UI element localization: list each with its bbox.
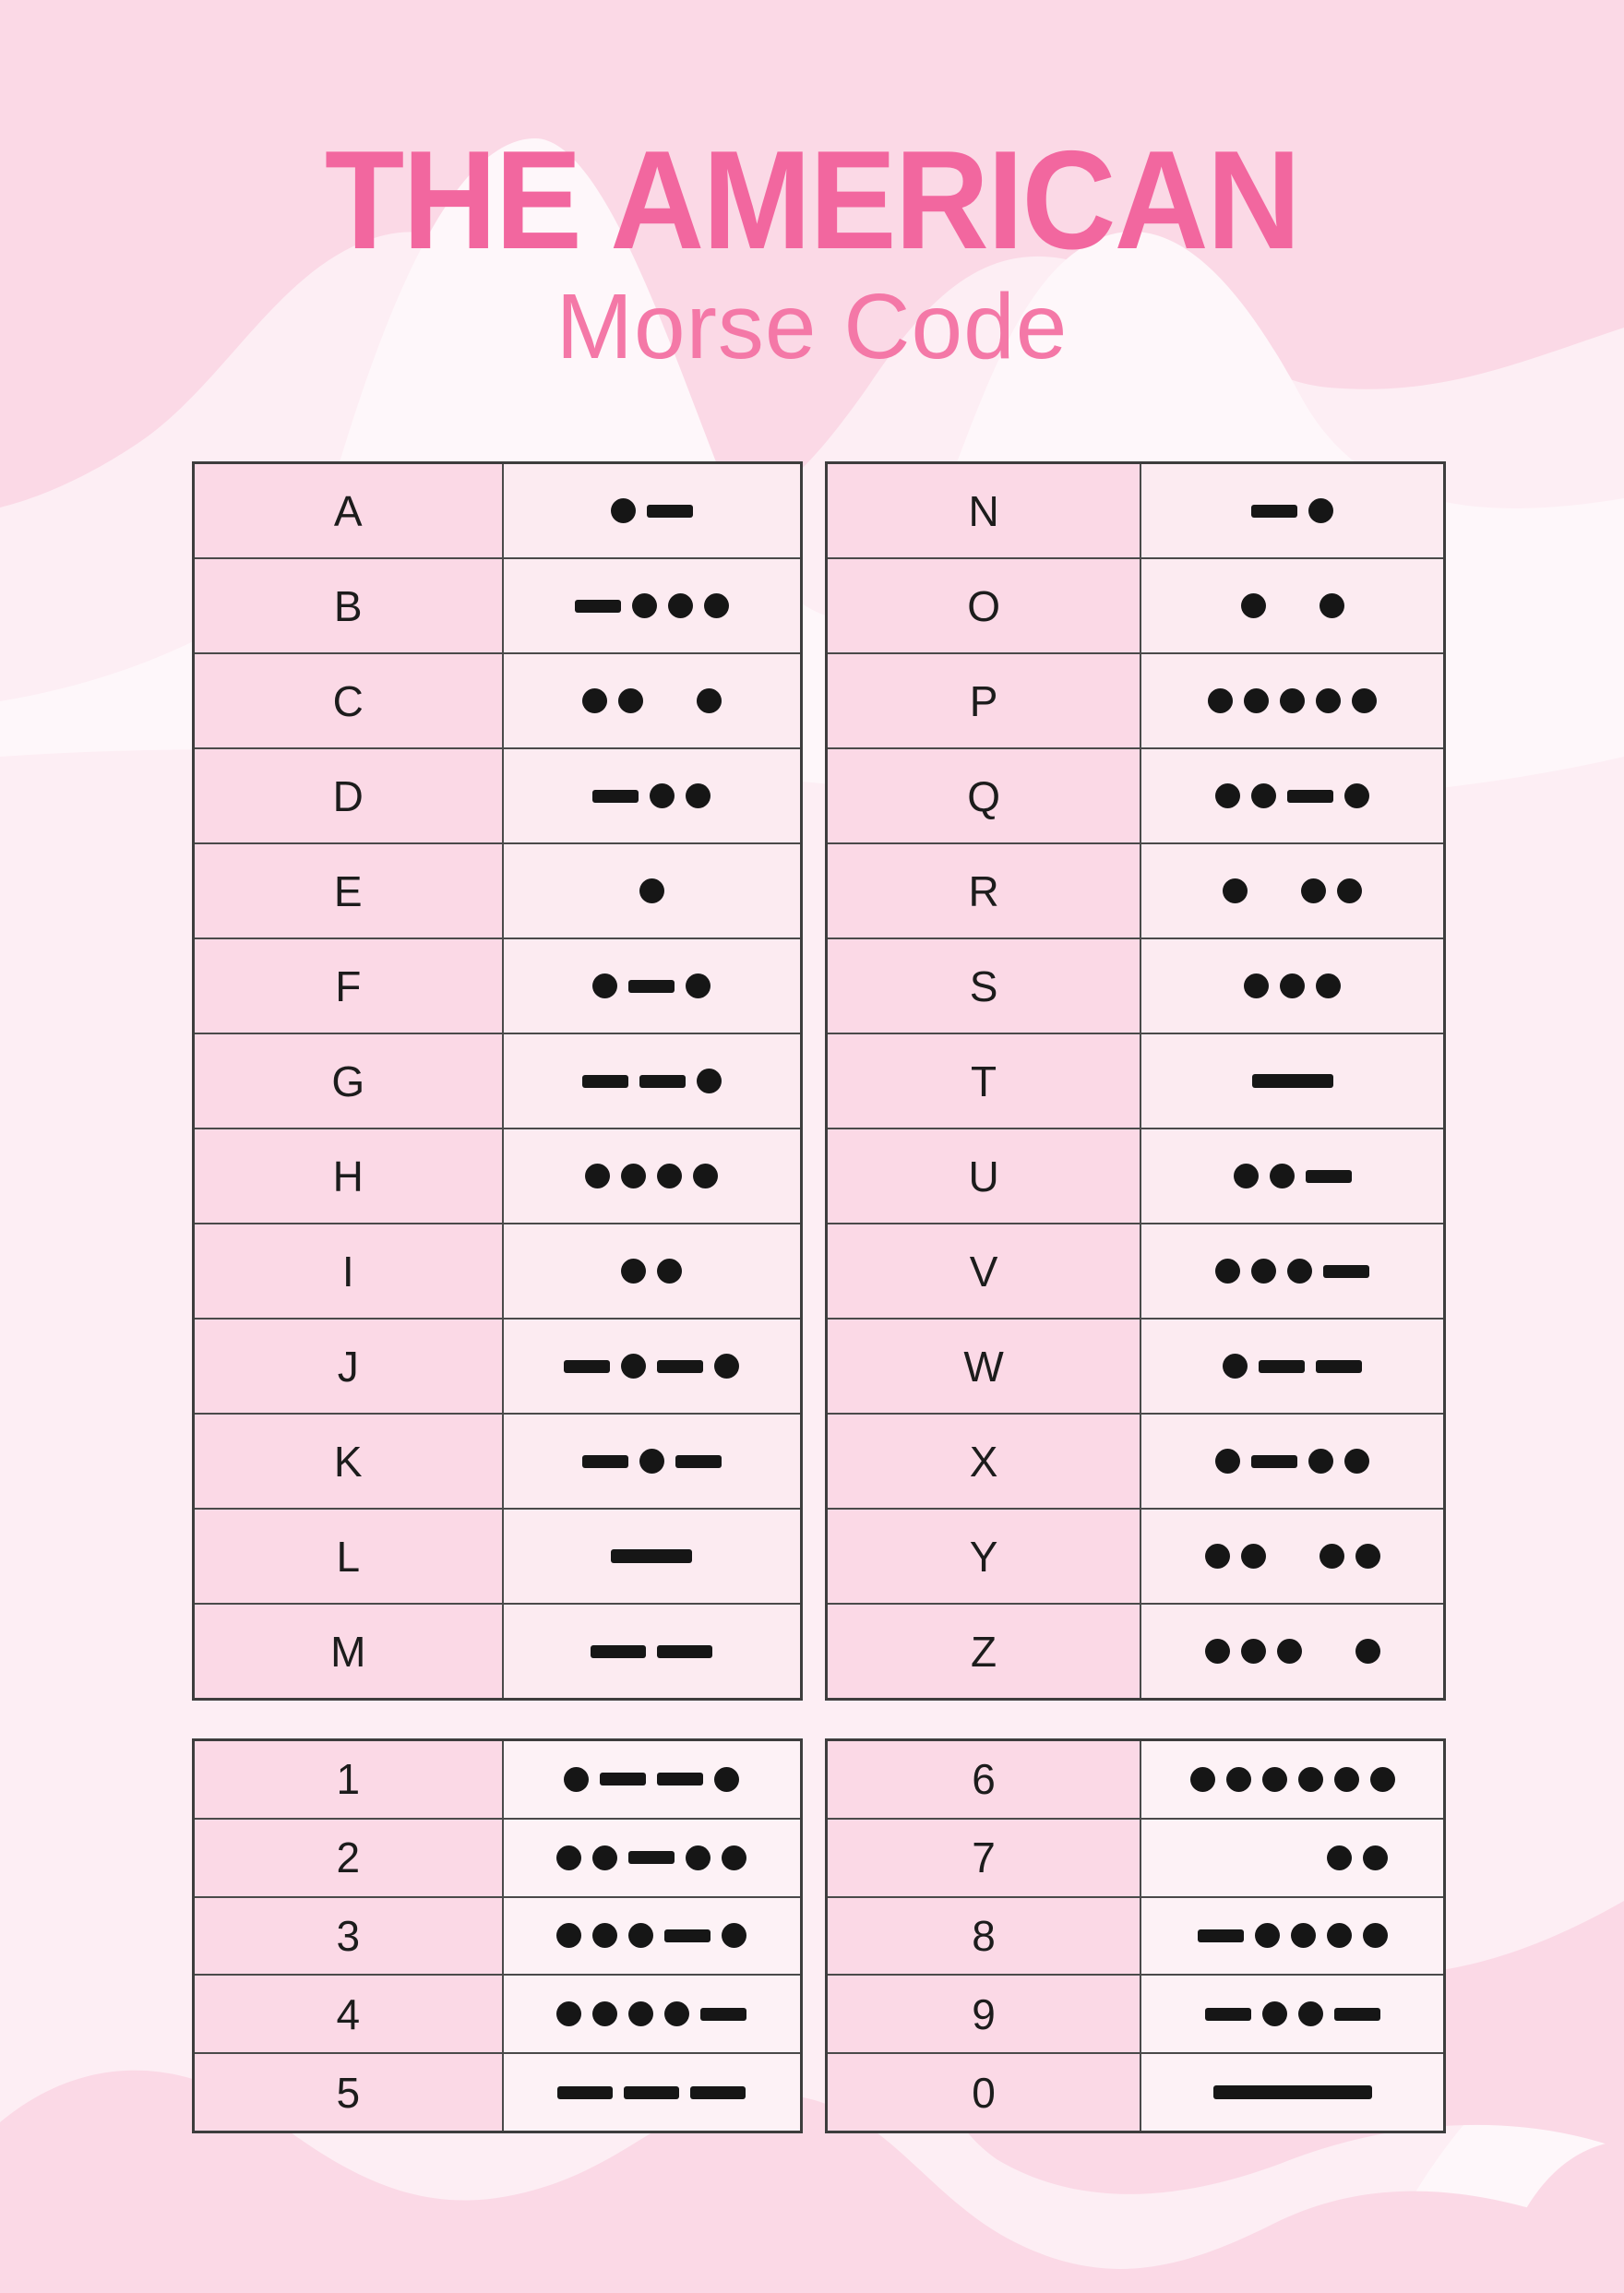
dot-symbol bbox=[1320, 1544, 1344, 1569]
dot-symbol bbox=[1344, 783, 1369, 808]
morse-code-cell bbox=[504, 1820, 800, 1896]
morse-code-cell bbox=[504, 1320, 800, 1413]
morse-code-cell bbox=[1141, 939, 1443, 1033]
morse-symbols bbox=[585, 1164, 718, 1188]
dot-symbol bbox=[1241, 1639, 1266, 1664]
dot-symbol bbox=[592, 973, 617, 998]
table-row bbox=[195, 1318, 800, 1413]
character-label: W bbox=[828, 1320, 1141, 1413]
table-row bbox=[828, 1974, 1443, 2052]
table-row bbox=[195, 1974, 800, 2052]
character-label: B bbox=[195, 559, 504, 652]
morse-symbols bbox=[556, 1845, 746, 1870]
character-label: 6 bbox=[828, 1741, 1141, 1818]
dot-symbol bbox=[1316, 688, 1341, 713]
dot-symbol bbox=[1280, 973, 1305, 998]
dash-symbol bbox=[582, 1075, 628, 1088]
morse-table-letters-a-m bbox=[192, 461, 803, 1701]
dot-symbol bbox=[686, 783, 710, 808]
morse-code-cell bbox=[1141, 1898, 1443, 1975]
character-label: I bbox=[195, 1224, 504, 1318]
table-row bbox=[195, 1818, 800, 1896]
dash-symbol bbox=[628, 1851, 675, 1864]
character-label: L bbox=[195, 1510, 504, 1603]
dash-symbol bbox=[1334, 2008, 1380, 2021]
letter-space-gap bbox=[1277, 1556, 1308, 1558]
table-row bbox=[195, 1128, 800, 1223]
table-row bbox=[828, 1128, 1443, 1223]
table-row bbox=[195, 1603, 800, 1698]
morse-code-cell bbox=[1141, 1415, 1443, 1508]
dot-symbol bbox=[1205, 1639, 1230, 1664]
dot-symbol bbox=[592, 1845, 617, 1870]
morse-code-cell bbox=[1141, 559, 1443, 652]
dot-symbol bbox=[1223, 1354, 1248, 1379]
dot-symbol bbox=[686, 1845, 710, 1870]
character-label: F bbox=[195, 939, 504, 1033]
morse-code-cell bbox=[1141, 1034, 1443, 1128]
dot-symbol bbox=[1262, 1767, 1287, 1792]
dot-symbol bbox=[1262, 2001, 1287, 2026]
morse-symbols bbox=[1208, 688, 1377, 713]
character-label: 4 bbox=[195, 1976, 504, 2052]
character-label: Y bbox=[828, 1510, 1141, 1603]
dot-symbol bbox=[697, 688, 722, 713]
table-row bbox=[195, 1413, 800, 1508]
morse-symbols bbox=[1215, 783, 1369, 808]
morse-code-cell bbox=[504, 939, 800, 1033]
page-title: THE AMERICAN bbox=[324, 122, 1300, 279]
morse-symbols bbox=[1244, 973, 1341, 998]
morse-symbols bbox=[592, 783, 710, 808]
dash-symbol bbox=[564, 1360, 610, 1373]
morse-symbols bbox=[591, 1645, 712, 1658]
morse-code-cell bbox=[504, 1415, 800, 1508]
table-row bbox=[195, 652, 800, 747]
dot-symbol bbox=[582, 688, 607, 713]
dash-symbol bbox=[639, 1075, 686, 1088]
morse-symbols bbox=[582, 1449, 722, 1474]
character-label: U bbox=[828, 1129, 1141, 1223]
character-label: 1 bbox=[195, 1741, 504, 1818]
dash-symbol bbox=[582, 1455, 628, 1468]
dash-symbol bbox=[1252, 1074, 1333, 1088]
dot-symbol bbox=[1370, 1767, 1395, 1792]
morse-symbols bbox=[1205, 1639, 1380, 1664]
morse-code-cell bbox=[504, 1510, 800, 1603]
character-label: 8 bbox=[828, 1898, 1141, 1975]
morse-code-cell bbox=[1141, 654, 1443, 747]
dot-symbol bbox=[1251, 783, 1276, 808]
dot-symbol bbox=[1280, 688, 1305, 713]
character-label: X bbox=[828, 1415, 1141, 1508]
dot-symbol bbox=[1255, 1923, 1280, 1948]
table-row bbox=[828, 1818, 1443, 1896]
morse-symbols bbox=[1327, 1845, 1388, 1870]
character-label: G bbox=[195, 1034, 504, 1128]
dot-symbol bbox=[1241, 1544, 1266, 1569]
page-subtitle: Morse Code bbox=[555, 274, 1069, 378]
table-row bbox=[828, 1413, 1443, 1508]
morse-symbols bbox=[1213, 2085, 1372, 2099]
character-label: E bbox=[195, 844, 504, 938]
table-row bbox=[195, 842, 800, 938]
character-label: 5 bbox=[195, 2054, 504, 2131]
dash-symbol bbox=[1205, 2008, 1251, 2021]
table-row bbox=[195, 557, 800, 652]
dot-symbol bbox=[1352, 688, 1377, 713]
dot-symbol bbox=[628, 1923, 653, 1948]
table-row bbox=[828, 2052, 1443, 2131]
morse-code-cell bbox=[1141, 1320, 1443, 1413]
dot-symbol bbox=[1215, 1449, 1240, 1474]
dot-symbol bbox=[668, 593, 693, 618]
morse-symbols bbox=[592, 973, 710, 998]
dash-symbol bbox=[1316, 1360, 1362, 1373]
dot-symbol bbox=[657, 1164, 682, 1188]
dot-symbol bbox=[1244, 688, 1269, 713]
dot-symbol bbox=[1301, 878, 1326, 903]
dash-symbol bbox=[657, 1360, 703, 1373]
table-row bbox=[828, 1603, 1443, 1698]
dot-symbol bbox=[556, 2001, 581, 2026]
morse-code-cell bbox=[1141, 749, 1443, 842]
dot-symbol bbox=[1208, 688, 1233, 713]
morse-symbols bbox=[1215, 1259, 1369, 1284]
dot-symbol bbox=[714, 1767, 739, 1792]
morse-code-cell bbox=[504, 1741, 800, 1818]
dash-symbol bbox=[557, 2086, 613, 2099]
morse-table-numbers-1-5 bbox=[192, 1738, 803, 2133]
morse-symbols bbox=[557, 2086, 746, 2099]
dot-symbol bbox=[1344, 1449, 1369, 1474]
dot-symbol bbox=[1251, 1259, 1276, 1284]
dash-symbol bbox=[600, 1773, 646, 1785]
dot-symbol bbox=[1327, 1845, 1352, 1870]
dot-symbol bbox=[1226, 1767, 1251, 1792]
dot-symbol bbox=[632, 593, 657, 618]
table-row bbox=[828, 464, 1443, 557]
dot-symbol bbox=[1215, 783, 1240, 808]
dash-symbol bbox=[628, 980, 675, 993]
dot-symbol bbox=[1363, 1923, 1388, 1948]
dot-symbol bbox=[621, 1164, 646, 1188]
dot-symbol bbox=[1327, 1923, 1352, 1948]
letter-space-gap bbox=[1313, 1651, 1344, 1653]
dot-symbol bbox=[697, 1069, 722, 1093]
dot-symbol bbox=[1308, 498, 1333, 523]
dash-symbol bbox=[1287, 790, 1333, 803]
morse-code-cell bbox=[504, 1224, 800, 1318]
dash-symbol bbox=[657, 1645, 712, 1658]
morse-code-cell bbox=[504, 559, 800, 652]
dash-symbol bbox=[1323, 1265, 1369, 1278]
dash-symbol bbox=[675, 1455, 722, 1468]
morse-code-cell bbox=[504, 1034, 800, 1128]
character-label: H bbox=[195, 1129, 504, 1223]
dash-symbol bbox=[1213, 2085, 1372, 2099]
dot-symbol bbox=[639, 878, 664, 903]
character-label: N bbox=[828, 464, 1141, 557]
dash-symbol bbox=[1259, 1360, 1305, 1373]
dash-symbol bbox=[611, 1549, 692, 1563]
table-row bbox=[195, 1741, 800, 1818]
dot-symbol bbox=[1298, 2001, 1323, 2026]
table-row bbox=[828, 557, 1443, 652]
character-label: T bbox=[828, 1034, 1141, 1128]
morse-symbols bbox=[611, 1549, 692, 1563]
dot-symbol bbox=[621, 1259, 646, 1284]
morse-table-letters-n-z bbox=[825, 461, 1446, 1701]
morse-symbols bbox=[1205, 2001, 1380, 2026]
character-label: Q bbox=[828, 749, 1141, 842]
character-label: 9 bbox=[828, 1976, 1141, 2052]
dot-symbol bbox=[1190, 1767, 1215, 1792]
character-label: J bbox=[195, 1320, 504, 1413]
morse-code-cell bbox=[504, 1129, 800, 1223]
morse-symbols bbox=[611, 498, 693, 523]
dash-symbol bbox=[647, 505, 693, 518]
morse-symbols bbox=[582, 1069, 722, 1093]
morse-symbols bbox=[1215, 1449, 1369, 1474]
morse-symbols bbox=[564, 1767, 739, 1792]
morse-code-cell bbox=[504, 464, 800, 557]
dot-symbol bbox=[664, 2001, 689, 2026]
table-row bbox=[828, 842, 1443, 938]
table-row bbox=[828, 1033, 1443, 1128]
dot-symbol bbox=[1244, 973, 1269, 998]
character-label: 0 bbox=[828, 2054, 1141, 2131]
table-row bbox=[195, 1896, 800, 1975]
dot-symbol bbox=[1308, 1449, 1333, 1474]
dot-symbol bbox=[1277, 1639, 1302, 1664]
dot-symbol bbox=[1223, 878, 1248, 903]
table-row bbox=[828, 1508, 1443, 1603]
morse-symbols bbox=[556, 2001, 746, 2026]
morse-symbols bbox=[1234, 1164, 1352, 1188]
dot-symbol bbox=[556, 1923, 581, 1948]
dot-symbol bbox=[611, 498, 636, 523]
morse-code-cell bbox=[504, 1898, 800, 1975]
dash-symbol bbox=[592, 790, 639, 803]
letter-space-gap bbox=[1259, 890, 1290, 892]
dot-symbol bbox=[585, 1164, 610, 1188]
dash-symbol bbox=[664, 1929, 710, 1942]
morse-symbols bbox=[1252, 1074, 1333, 1088]
dash-symbol bbox=[1251, 505, 1297, 518]
table-row bbox=[195, 938, 800, 1033]
morse-code-cell bbox=[504, 654, 800, 747]
dot-symbol bbox=[722, 1845, 746, 1870]
morse-symbols bbox=[1223, 1354, 1362, 1379]
morse-code-cell bbox=[1141, 1510, 1443, 1603]
dash-symbol bbox=[690, 2086, 746, 2099]
morse-symbols bbox=[582, 688, 722, 713]
dot-symbol bbox=[704, 593, 729, 618]
character-label: 3 bbox=[195, 1898, 504, 1975]
morse-symbols bbox=[639, 878, 664, 903]
dash-symbol bbox=[575, 600, 621, 613]
character-label: R bbox=[828, 844, 1141, 938]
morse-symbols bbox=[621, 1259, 682, 1284]
morse-symbols bbox=[1198, 1923, 1388, 1948]
table-row bbox=[828, 747, 1443, 842]
dot-symbol bbox=[657, 1259, 682, 1284]
dot-symbol bbox=[618, 688, 643, 713]
character-label: D bbox=[195, 749, 504, 842]
morse-code-cell bbox=[1141, 1129, 1443, 1223]
morse-code-cell bbox=[504, 1605, 800, 1698]
letter-space-gap bbox=[1277, 605, 1308, 607]
table-row bbox=[195, 1033, 800, 1128]
morse-code-cell bbox=[504, 844, 800, 938]
dot-symbol bbox=[564, 1767, 589, 1792]
table-row bbox=[195, 464, 800, 557]
character-label: C bbox=[195, 654, 504, 747]
morse-symbols bbox=[1223, 878, 1362, 903]
morse-code-cell bbox=[1141, 1605, 1443, 1698]
dash-symbol bbox=[624, 2086, 679, 2099]
dot-symbol bbox=[1355, 1639, 1380, 1664]
morse-symbols bbox=[564, 1354, 739, 1379]
dot-symbol bbox=[621, 1354, 646, 1379]
letter-space-gap bbox=[654, 700, 686, 702]
dot-symbol bbox=[592, 2001, 617, 2026]
morse-code-cell bbox=[504, 749, 800, 842]
character-label: P bbox=[828, 654, 1141, 747]
morse-table-numbers-6-0 bbox=[825, 1738, 1446, 2133]
dot-symbol bbox=[1287, 1259, 1312, 1284]
morse-symbols bbox=[1251, 498, 1333, 523]
morse-symbols bbox=[575, 593, 729, 618]
table-row bbox=[828, 1318, 1443, 1413]
character-label: 2 bbox=[195, 1820, 504, 1896]
dash-symbol bbox=[1306, 1170, 1352, 1183]
dash-symbol bbox=[657, 1773, 703, 1785]
table-row bbox=[195, 1223, 800, 1318]
dot-symbol bbox=[650, 783, 675, 808]
table-row bbox=[828, 652, 1443, 747]
morse-code-cell bbox=[1141, 844, 1443, 938]
character-label: A bbox=[195, 464, 504, 557]
dot-symbol bbox=[1270, 1164, 1295, 1188]
dot-symbol bbox=[686, 973, 710, 998]
morse-symbols bbox=[1190, 1767, 1395, 1792]
dot-symbol bbox=[639, 1449, 664, 1474]
dot-symbol bbox=[714, 1354, 739, 1379]
dot-symbol bbox=[722, 1923, 746, 1948]
table-row bbox=[828, 938, 1443, 1033]
character-label: V bbox=[828, 1224, 1141, 1318]
dot-symbol bbox=[1234, 1164, 1259, 1188]
table-row bbox=[195, 2052, 800, 2131]
table-row bbox=[195, 747, 800, 842]
table-row bbox=[195, 1508, 800, 1603]
morse-code-cell bbox=[504, 2054, 800, 2131]
dot-symbol bbox=[556, 1845, 581, 1870]
dot-symbol bbox=[1205, 1544, 1230, 1569]
table-row bbox=[828, 1741, 1443, 1818]
morse-code-cell bbox=[1141, 1976, 1443, 2052]
table-row bbox=[828, 1896, 1443, 1975]
character-label: S bbox=[828, 939, 1141, 1033]
dash-symbol bbox=[700, 2008, 746, 2021]
table-row bbox=[828, 1223, 1443, 1318]
character-label: 7 bbox=[828, 1820, 1141, 1896]
dot-symbol bbox=[1355, 1544, 1380, 1569]
dot-symbol bbox=[1316, 973, 1341, 998]
morse-code-cell bbox=[1141, 2054, 1443, 2131]
morse-code-cell bbox=[1141, 1224, 1443, 1318]
morse-code-cell bbox=[1141, 1820, 1443, 1896]
dot-symbol bbox=[628, 2001, 653, 2026]
dot-symbol bbox=[592, 1923, 617, 1948]
character-label: K bbox=[195, 1415, 504, 1508]
character-label: M bbox=[195, 1605, 504, 1698]
dot-symbol bbox=[693, 1164, 718, 1188]
dot-symbol bbox=[1291, 1923, 1316, 1948]
dot-symbol bbox=[1298, 1767, 1323, 1792]
dot-symbol bbox=[1215, 1259, 1240, 1284]
character-label: O bbox=[828, 559, 1141, 652]
morse-code-cell bbox=[504, 1976, 800, 2052]
dash-symbol bbox=[1251, 1455, 1297, 1468]
morse-code-cell bbox=[1141, 1741, 1443, 1818]
dot-symbol bbox=[1334, 1767, 1359, 1792]
morse-code-cell bbox=[1141, 464, 1443, 557]
dot-symbol bbox=[1241, 593, 1266, 618]
dot-symbol bbox=[1320, 593, 1344, 618]
dot-symbol bbox=[1363, 1845, 1388, 1870]
dot-symbol bbox=[1337, 878, 1362, 903]
header bbox=[0, 0, 1624, 378]
morse-symbols bbox=[1205, 1544, 1380, 1569]
dash-symbol bbox=[1198, 1929, 1244, 1942]
dash-symbol bbox=[591, 1645, 646, 1658]
morse-symbols bbox=[1241, 593, 1344, 618]
morse-symbols bbox=[556, 1923, 746, 1948]
character-label: Z bbox=[828, 1605, 1141, 1698]
